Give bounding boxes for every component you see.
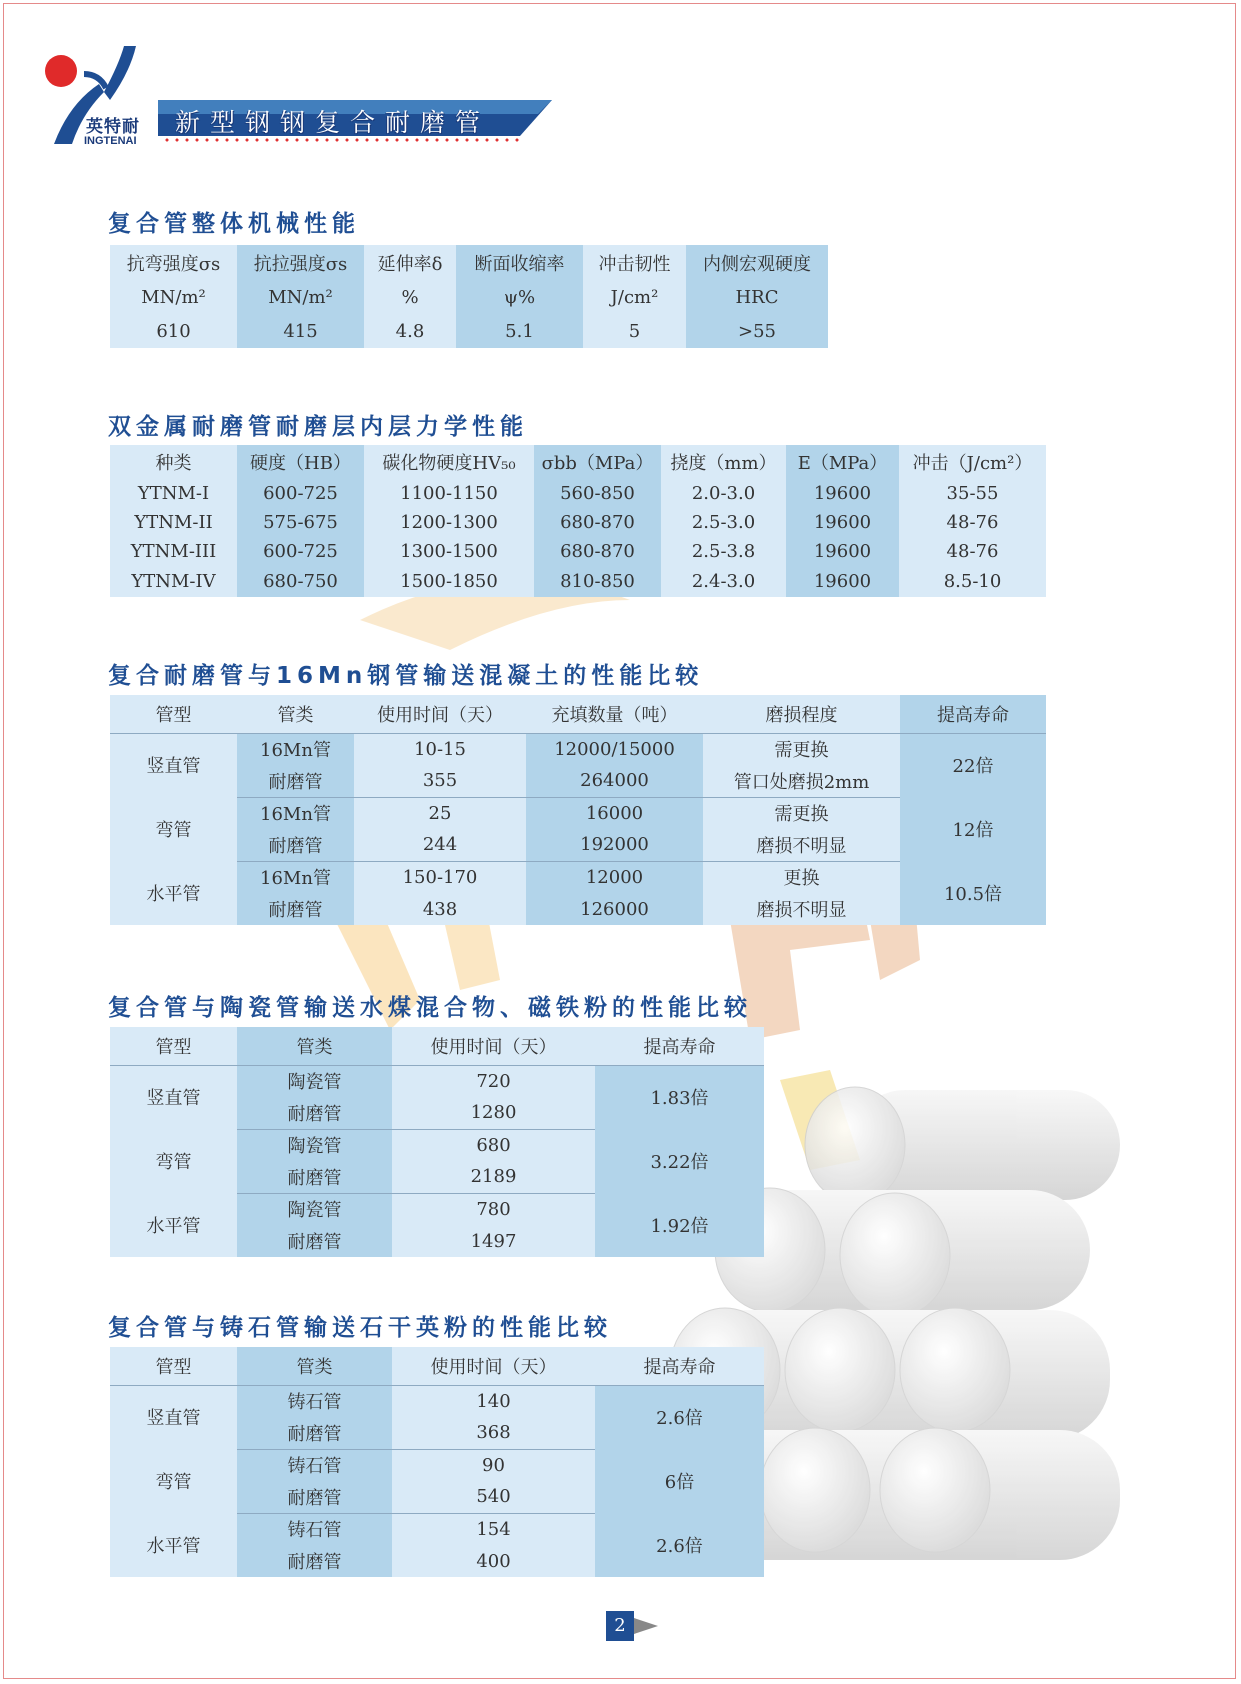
gain-cell: 10.5倍 [900, 861, 1046, 925]
unit-cell: J/cm² [583, 280, 686, 314]
cell: 耐磨管 [237, 1417, 392, 1449]
table-row [110, 1449, 764, 1481]
table-header-row [110, 245, 828, 280]
header-cell: 磨损程度 [703, 695, 900, 733]
value-cell: 610 [110, 314, 237, 348]
gain-cell: 1.92倍 [595, 1193, 764, 1257]
header-cell: 使用时间（天） [354, 695, 526, 733]
cell: 575-675 [237, 508, 364, 537]
pipe-type-cell: 水平管 [110, 1513, 237, 1577]
cell: 264000 [526, 765, 703, 797]
cell: 244 [354, 829, 526, 861]
cast-stone-comparison-table [110, 1347, 764, 1577]
cell: 更换 [703, 861, 900, 893]
header-cell: 使用时间（天） [392, 1347, 595, 1385]
table4-title: 复合管与陶瓷管输送水煤混合物、磁铁粉的性能比较 [108, 995, 752, 1021]
cell: 1500-1850 [364, 566, 534, 597]
value-cell: 5.1 [456, 314, 583, 348]
gain-cell: 22倍 [900, 733, 1046, 797]
header-cell: 硬度（HB） [237, 445, 364, 479]
pipe-type-cell: 竖直管 [110, 1385, 237, 1449]
header-cell: 提高寿命 [595, 1027, 764, 1065]
table-row [110, 479, 1046, 508]
header-cell: 内侧宏观硬度 [686, 245, 828, 280]
page-number: 2 [606, 1611, 634, 1641]
table-header-row [110, 1027, 764, 1065]
cell: 19600 [786, 508, 899, 537]
cell: 16Mn管 [237, 861, 354, 893]
gain-cell: 2.6倍 [595, 1513, 764, 1577]
cell: 680 [392, 1129, 595, 1161]
cell: 680-870 [534, 537, 661, 566]
mechanical-properties-table [110, 245, 828, 348]
cell: 陶瓷管 [237, 1129, 392, 1161]
pipe-type-cell: 竖直管 [110, 733, 237, 797]
cell: 2.4-3.0 [661, 566, 786, 597]
cell: 1497 [392, 1225, 595, 1257]
unit-cell: MN/m² [237, 280, 364, 314]
table-row [110, 566, 1046, 597]
cell: YTNM-II [110, 508, 237, 537]
cell: 磨损不明显 [703, 893, 900, 925]
value-cell: 5 [583, 314, 686, 348]
cell: 126000 [526, 893, 703, 925]
page-number-arrow [634, 1618, 658, 1634]
dotted-divider [162, 138, 522, 142]
header-cell: 冲击韧性 [583, 245, 686, 280]
cell: 需更换 [703, 797, 900, 829]
pipe-type-cell: 竖直管 [110, 1065, 237, 1129]
table2-title: 双金属耐磨管耐磨层内层力学性能 [108, 414, 528, 440]
cell: 陶瓷管 [237, 1065, 392, 1097]
cell: 35-55 [899, 479, 1046, 508]
unit-cell: HRC [686, 280, 828, 314]
cell: 耐磨管 [237, 1481, 392, 1513]
header-cell: 冲击（J/cm²） [899, 445, 1046, 479]
logo-chinese-text: 英特耐 [86, 117, 140, 137]
cell: 192000 [526, 829, 703, 861]
table-row [110, 1065, 764, 1097]
cell: 780 [392, 1193, 595, 1225]
cell: YTNM-III [110, 537, 237, 566]
cell: 铸石管 [237, 1385, 392, 1417]
pipe-type-cell: 弯管 [110, 1449, 237, 1513]
cell: 耐磨管 [237, 1225, 392, 1257]
pipe-type-cell: 水平管 [110, 1193, 237, 1257]
table-header-row [110, 695, 1046, 733]
header-cell: 管类 [237, 1027, 392, 1065]
cell: 720 [392, 1065, 595, 1097]
cell: 耐磨管 [237, 765, 354, 797]
value-cell: >55 [686, 314, 828, 348]
cell: 2.0-3.0 [661, 479, 786, 508]
concrete-comparison-table [110, 695, 1046, 925]
unit-cell: ψ% [456, 280, 583, 314]
cell: 154 [392, 1513, 595, 1545]
cell: 12000 [526, 861, 703, 893]
cell: 1280 [392, 1097, 595, 1129]
value-cell: 4.8 [364, 314, 456, 348]
cell: 1300-1500 [364, 537, 534, 566]
cell: 680-750 [237, 566, 364, 597]
header-cell: 挠度（mm） [661, 445, 786, 479]
cell: 陶瓷管 [237, 1193, 392, 1225]
table3-title: 复合耐磨管与16Mn钢管输送混凝土的性能比较 [108, 663, 704, 689]
cell: 368 [392, 1417, 595, 1449]
cell: 25 [354, 797, 526, 829]
cell: 560-850 [534, 479, 661, 508]
cell: 150-170 [354, 861, 526, 893]
cell: 8.5-10 [899, 566, 1046, 597]
unit-cell: % [364, 280, 456, 314]
table-unit-row [110, 280, 828, 314]
cell: 10-15 [354, 733, 526, 765]
cell: 2.5-3.8 [661, 537, 786, 566]
gain-cell: 12倍 [900, 797, 1046, 861]
table-row [110, 733, 1046, 765]
cell: YTNM-IV [110, 566, 237, 597]
cell: 耐磨管 [237, 1545, 392, 1577]
table-value-row [110, 314, 828, 348]
logo-english-text: INGTENAI [84, 135, 137, 147]
header-cell: 延伸率δ [364, 245, 456, 280]
cell: 810-850 [534, 566, 661, 597]
header-cell: 断面收缩率 [456, 245, 583, 280]
header-cell: 碳化物硬度HV₅₀ [364, 445, 534, 479]
header-cell: 管类 [237, 1347, 392, 1385]
cell: 355 [354, 765, 526, 797]
ceramic-comparison-table [110, 1027, 764, 1257]
header-cell: 提高寿命 [595, 1347, 764, 1385]
table-row [110, 1513, 764, 1545]
cell: 140 [392, 1385, 595, 1417]
cell: 600-725 [237, 479, 364, 508]
header-cell: 管类 [237, 695, 354, 733]
header-cell: 种类 [110, 445, 237, 479]
cell: 2.5-3.0 [661, 508, 786, 537]
gain-cell: 1.83倍 [595, 1065, 764, 1129]
cell: 铸石管 [237, 1449, 392, 1481]
table5-title: 复合管与铸石管输送石干英粉的性能比较 [108, 1315, 612, 1341]
table-row [110, 861, 1046, 893]
header-cell: 管型 [110, 695, 237, 733]
table-header-row [110, 1347, 764, 1385]
cell: 16Mn管 [237, 797, 354, 829]
table-row [110, 537, 1046, 566]
cell: 磨损不明显 [703, 829, 900, 861]
pipe-type-cell: 水平管 [110, 861, 237, 925]
table1-title: 复合管整体机械性能 [108, 211, 360, 237]
cell: 19600 [786, 479, 899, 508]
cell: 耐磨管 [237, 1161, 392, 1193]
cell: 19600 [786, 566, 899, 597]
cell: 耐磨管 [237, 1097, 392, 1129]
cell: 400 [392, 1545, 595, 1577]
header-cell: E（MPa） [786, 445, 899, 479]
gain-cell: 6倍 [595, 1449, 764, 1513]
cell: 48-76 [899, 508, 1046, 537]
header-cell: 抗拉强度σs [237, 245, 364, 280]
cell: 16Mn管 [237, 733, 354, 765]
cell: 90 [392, 1449, 595, 1481]
header-cell: 提高寿命 [900, 695, 1046, 733]
gain-cell: 2.6倍 [595, 1385, 764, 1449]
cell: 耐磨管 [237, 829, 354, 861]
header-cell: 充填数量（吨） [526, 695, 703, 733]
table-row [110, 1385, 764, 1417]
table-row [110, 1193, 764, 1225]
banner-title: 新型钢钢复合耐磨管 [175, 108, 491, 137]
cell: 540 [392, 1481, 595, 1513]
table-row [110, 797, 1046, 829]
cell: 1100-1150 [364, 479, 534, 508]
cell: 680-870 [534, 508, 661, 537]
cell: 600-725 [237, 537, 364, 566]
cell: 耐磨管 [237, 893, 354, 925]
pipe-type-cell: 弯管 [110, 1129, 237, 1193]
cell: 铸石管 [237, 1513, 392, 1545]
header-cell: 管型 [110, 1347, 237, 1385]
unit-cell: MN/m² [110, 280, 237, 314]
header-cell: 抗弯强度σs [110, 245, 237, 280]
cell: 19600 [786, 537, 899, 566]
cell: 48-76 [899, 537, 1046, 566]
header-cell: σbb（MPa） [534, 445, 661, 479]
table-row [110, 508, 1046, 537]
cell: 需更换 [703, 733, 900, 765]
gain-cell: 3.22倍 [595, 1129, 764, 1193]
cell: 2189 [392, 1161, 595, 1193]
layer-properties-table [110, 445, 1046, 597]
cell: 16000 [526, 797, 703, 829]
cell: YTNM-I [110, 479, 237, 508]
pipe-type-cell: 弯管 [110, 797, 237, 861]
header-cell: 管型 [110, 1027, 237, 1065]
cell: 1200-1300 [364, 508, 534, 537]
cell: 438 [354, 893, 526, 925]
cell: 12000/15000 [526, 733, 703, 765]
table-row [110, 1129, 764, 1161]
cell: 管口处磨损2mm [703, 765, 900, 797]
header-cell: 使用时间（天） [392, 1027, 595, 1065]
table-header-row [110, 445, 1046, 479]
value-cell: 415 [237, 314, 364, 348]
